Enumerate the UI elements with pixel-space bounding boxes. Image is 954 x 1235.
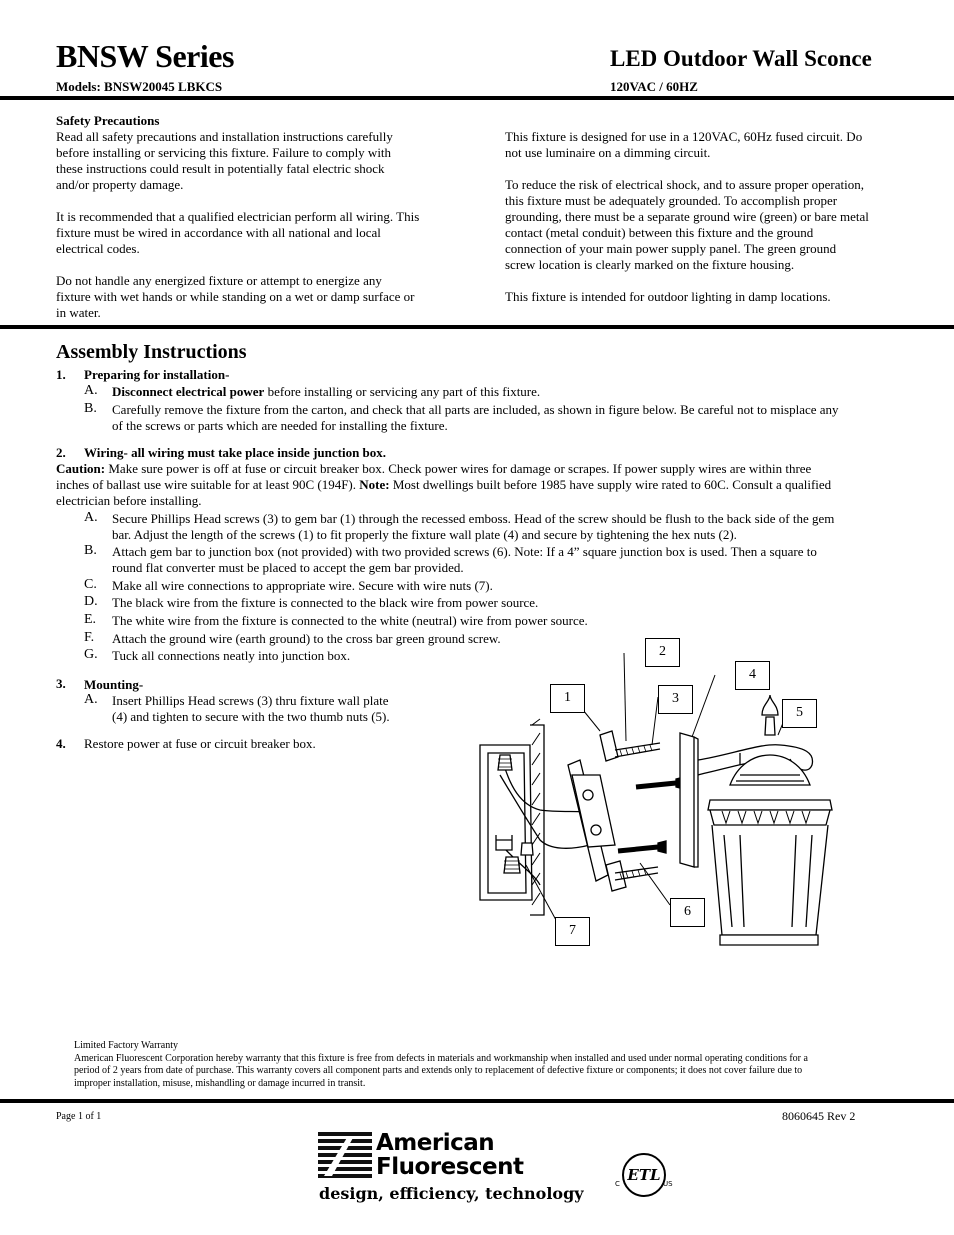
- text-line: This fixture is intended for outdoor lighting in damp locations.: [505, 289, 831, 304]
- text-line: Attach gem bar to junction box (not provided) with two provided screws (6). Note: If a 4” square junction box is used. Then a square to: [112, 544, 817, 559]
- text-line: Insert Phillips Head screws (3) thru fixture wall plate: [112, 693, 389, 708]
- etl-listed-mark-icon: [622, 1153, 666, 1197]
- voltage-rating: 120VAC / 60HZ: [610, 79, 698, 94]
- model-number: Models: BNSW20045 LBKCS: [56, 79, 223, 94]
- text-line: bar. Adjust the length of the screws (1) to fit properly the fixture wall plate (4) and secure by tightening the hex nuts (2).: [112, 527, 737, 542]
- step-number: 2.: [56, 445, 66, 460]
- safety-paragraph: [56, 129, 466, 193]
- step-letter: B.: [84, 543, 97, 558]
- text-run: inches of ballast use wire suitable for at least 90C (194F).: [56, 477, 360, 492]
- step-text: The white wire from the fixture is connected to the white (neutral) wire from power source.: [112, 613, 588, 628]
- safety-right-column: [505, 129, 925, 305]
- safety-paragraph: [505, 129, 925, 161]
- step-text: Restore power at fuse or circuit breaker box.: [84, 736, 316, 751]
- warranty-title: Limited Factory Warranty: [74, 1040, 178, 1051]
- text-line: in water.: [56, 305, 101, 320]
- text-line: fixture with wet hands or while standing on a wet or damp surface or: [56, 289, 415, 304]
- step-text: Tuck all connections neatly into junction box.: [112, 648, 351, 663]
- text-line: this fixture must be adequately grounded. To accomplish proper: [505, 193, 838, 208]
- step-text: [112, 402, 912, 434]
- callout-label: 3: [658, 685, 693, 714]
- american-fluorescent-logo-icon: [318, 1132, 374, 1180]
- step-letter: C.: [84, 577, 97, 592]
- gem-bar-screw-drawing: [615, 743, 660, 880]
- safety-paragraph: [56, 273, 466, 321]
- step-letter: D.: [84, 594, 98, 609]
- section-rule: [0, 325, 954, 329]
- document-revision: 8060645 Rev 2: [782, 1109, 856, 1123]
- text-run: Make sure power is off at fuse or circuit breaker box. Check power wires for damage or scrapes. If power supply wires are within three: [105, 461, 812, 476]
- text-line: Secure Phillips Head screws (3) to gem bar (1) through the recessed emboss. Head of the screw should be flush to the back side of the gem: [112, 511, 835, 526]
- header-rule: [0, 96, 954, 100]
- callout-label: 1: [550, 684, 585, 713]
- text-line: This fixture is designed for use in a 120VAC, 60Hz fused circuit. Do: [505, 129, 863, 144]
- step-text: The black wire from the fixture is connected to the black wire from power source.: [112, 595, 539, 610]
- note-label: Note:: [359, 477, 390, 492]
- warranty-block: [74, 1040, 884, 1090]
- text-line: It is recommended that a qualified electrician perform all wiring. This: [56, 209, 420, 224]
- caution-label: Caution:: [56, 461, 106, 476]
- text-line: round flat converter must be placed to accept the gem bar provided.: [112, 560, 464, 575]
- text-run: before installing or servicing any part of this fixture.: [264, 384, 541, 399]
- text-line: improper installation, misuse, mishandling or damage incurred in transit.: [74, 1077, 366, 1089]
- text-line: not use luminaire on a dimming circuit.: [505, 145, 711, 160]
- product-name: LED Outdoor Wall Sconce: [610, 46, 872, 71]
- text-line: grounding, there must be a separate ground wire (green) or bare metal: [505, 209, 869, 224]
- etl-c-label: C: [615, 1180, 620, 1188]
- text-line: Carefully remove the fixture from the carton, and check that all parts are included, as shown in figure below. Be careful not to misplace any: [112, 402, 839, 417]
- safety-left-column: [56, 129, 466, 321]
- step-number: 3.: [56, 676, 66, 691]
- text-line: contact (metal conduit) between this fixture and the ground: [505, 225, 814, 240]
- mounting-screw-drawing: [618, 777, 684, 853]
- callout-label: 5: [782, 699, 817, 728]
- step-letter: A.: [84, 692, 98, 707]
- etl-us-label: US: [663, 1180, 673, 1188]
- assembly-heading: Assembly Instructions: [56, 341, 247, 363]
- step-text: Make all wire connections to appropriate wire. Secure with wire nuts (7).: [112, 578, 493, 593]
- page-number: Page 1 of 1: [56, 1111, 102, 1122]
- lantern-drawing: [708, 695, 832, 945]
- safety-paragraph: [505, 177, 925, 273]
- text-line: fixture must be wired in accordance with all national and local: [56, 225, 381, 240]
- text-line: Do not handle any energized fixture or attempt to energize any: [56, 273, 382, 288]
- text-run: Most dwellings built before 1985 have supply wire rated to 60C. Consult a qualified: [389, 477, 832, 492]
- text-line: these instructions could result in potentially fatal electric shock: [56, 161, 385, 176]
- etl-mark-text: ETL: [627, 1166, 661, 1184]
- text-line: electrician before installing.: [56, 493, 202, 508]
- text-line: (4) and tighten to secure with the two thumb nuts (5).: [112, 709, 390, 724]
- text-line: and/or property damage.: [56, 177, 184, 192]
- wire-nut-drawing: [498, 755, 533, 873]
- safety-heading: Safety Precautions: [56, 113, 160, 128]
- step-letter: B.: [84, 401, 97, 416]
- exploded-assembly-diagram: [440, 635, 860, 1000]
- text-line: connection of your main power supply panel. The green ground: [505, 241, 837, 256]
- callout-label: 7: [555, 917, 590, 946]
- document-title: BNSW Series: [56, 38, 234, 74]
- step-title: Wiring- all wiring must take place inside junction box.: [84, 445, 387, 460]
- step-letter: A.: [84, 383, 98, 398]
- step-number: 4.: [56, 736, 66, 751]
- callout-label: 6: [670, 898, 705, 927]
- text-line: before installing or servicing this fixture. Failure to comply with: [56, 145, 392, 160]
- safety-paragraph: [56, 209, 466, 257]
- safety-paragraph: [505, 289, 925, 305]
- step-title: Mounting-: [84, 677, 144, 692]
- step-letter: G.: [84, 647, 98, 662]
- footer-rule: [0, 1099, 954, 1103]
- text-line: screw location is clearly marked on the fixture housing.: [505, 257, 795, 272]
- step-text: Attach the ground wire (earth ground) to the cross bar green ground screw.: [112, 631, 501, 646]
- emphasis-text: Disconnect electrical power: [112, 384, 265, 399]
- step-letter: A.: [84, 510, 98, 525]
- caution-paragraph: [56, 461, 916, 509]
- brand-name-line2: Fluorescent: [376, 1154, 524, 1180]
- step-text: [112, 511, 912, 543]
- step-text: [112, 693, 442, 725]
- step-letter: E.: [84, 612, 97, 627]
- wall-plate-drawing: [680, 733, 698, 867]
- text-line: period of 2 years from date of purchase. This warranty covers all component parts and extends only to replacement of defective fixture or components; it does not cover failure due to: [74, 1065, 803, 1076]
- step-title: Preparing for installation-: [84, 367, 230, 382]
- callout-label: 2: [645, 638, 680, 667]
- callout-label: 4: [735, 661, 770, 690]
- text-line: To reduce the risk of electrical shock, and to assure proper operation,: [505, 177, 864, 192]
- text-line: Read all safety precautions and installation instructions carefully: [56, 129, 393, 144]
- brand-name-line1: American: [376, 1130, 495, 1156]
- text-line: American Fluorescent Corporation hereby warranty that this fixture is free from defects in materials and workmanship when installed and used under normal operating conditions for a: [74, 1052, 808, 1064]
- text-line: electrical codes.: [56, 241, 140, 256]
- step-number: 1.: [56, 367, 66, 382]
- step-letter: F.: [84, 630, 95, 645]
- step-text: [112, 384, 540, 400]
- brand-tagline: design, efficiency, technology: [319, 1184, 584, 1203]
- text-line: of the screws or parts which are needed for installing the fixture.: [112, 418, 448, 433]
- step-text: [112, 544, 912, 576]
